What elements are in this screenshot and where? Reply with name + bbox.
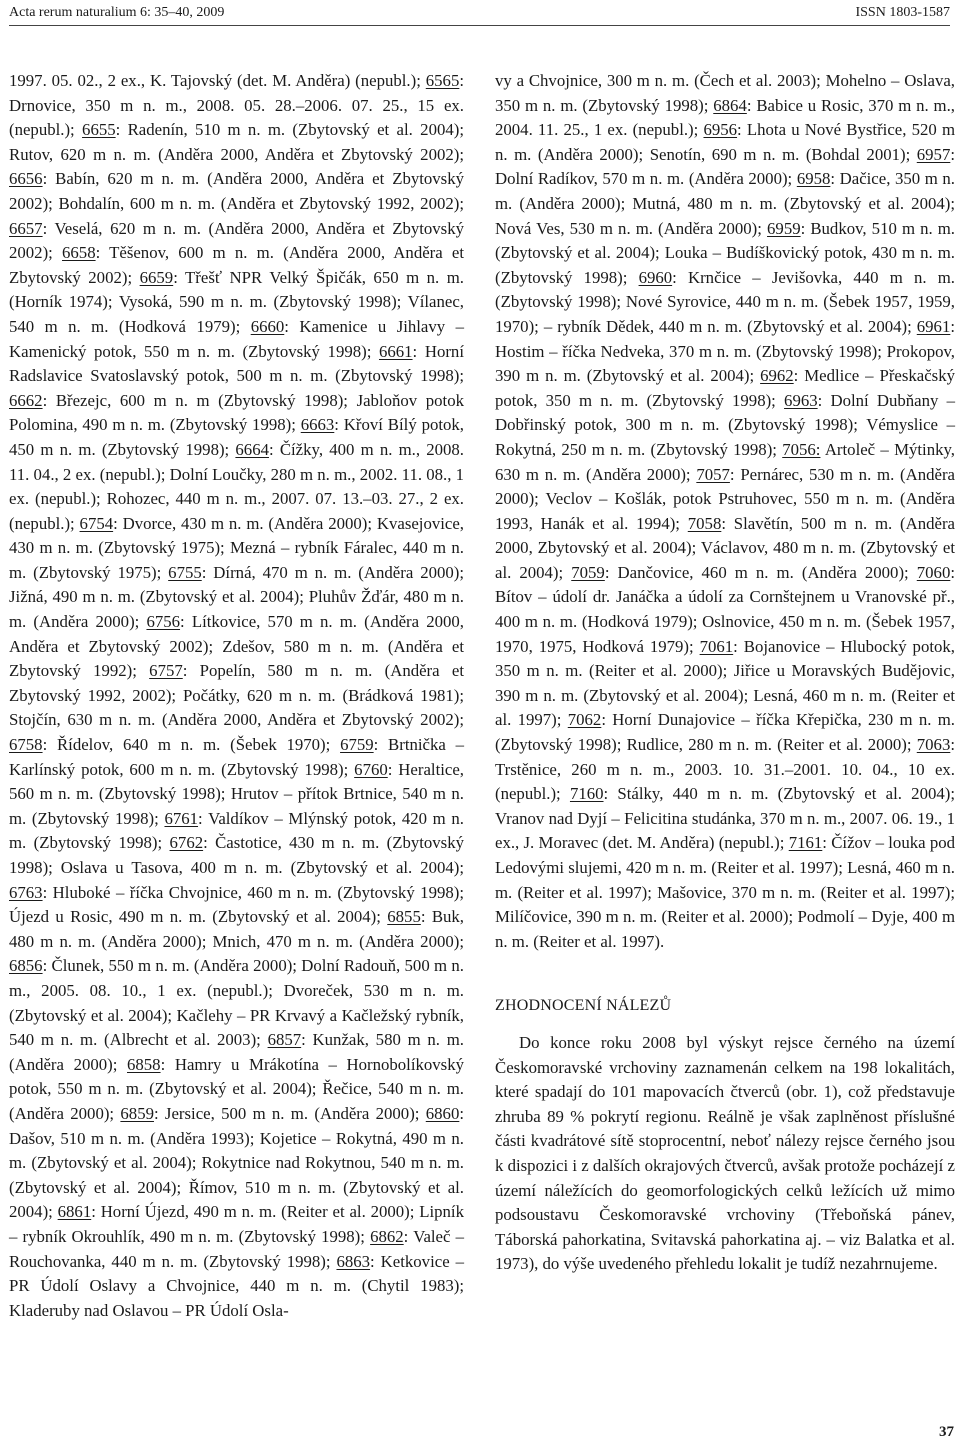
grid-square-code: 6855 bbox=[387, 907, 421, 927]
grid-square-code: 6962 bbox=[760, 366, 794, 386]
grid-square-code: 6761 bbox=[164, 808, 199, 828]
page-number: 37 bbox=[939, 1424, 954, 1440]
header-rule bbox=[9, 25, 950, 26]
grid-square-code: 6754 bbox=[79, 513, 114, 533]
grid-square-code: 6763 bbox=[9, 882, 43, 902]
grid-square-code: 7057 bbox=[696, 464, 730, 484]
grid-square-code: 6957 bbox=[916, 144, 951, 164]
grid-square-code: 6861 bbox=[57, 1202, 92, 1222]
issn: ISSN 1803-1587 bbox=[855, 5, 950, 20]
grid-square-code: 6658 bbox=[62, 243, 96, 263]
grid-square-code: 6756 bbox=[146, 612, 181, 632]
grid-square-code: 6565 bbox=[425, 71, 460, 90]
grid-square-code: 7058 bbox=[687, 513, 722, 533]
grid-square-code: 7063 bbox=[916, 735, 951, 755]
grid-square-code: 6758 bbox=[9, 735, 43, 755]
grid-square-code: 6863 bbox=[336, 1251, 371, 1271]
grid-square-code: 6659 bbox=[139, 267, 174, 287]
grid-square-code: 6956 bbox=[703, 120, 738, 140]
grid-square-code: 6959 bbox=[767, 218, 801, 238]
locality-list-left: 1997. 05. 02., 2 ex., K. Tajovský (det. M. Anděra) (nepubl.); 6565: Drnovice, 350 m n. m., 2008. 05. 28.–2006. 07. 25., 15 ex. (nepubl.); 6655: Radenín, 510 m n. m. (Zbytovský et al. 2004); Rutov, 620 m n. m. (Anděra 2000, Anděra et Zbytovský 2002); 6656: Babín, 620 m n. m. (Anděra 2000, Anděra et Zbytovský 2002); Bohdalín, 600 m n. m. (Anděra et Zbytovský 1992, 2002); 6657: Veselá, 620 m n. m. (Anděra 2000, Anděra et Zbytovský 2002); 6658: Těšenov, 600 m n. m. (Anděra 2000, Anděra et Zbytovský 2002); 6659: Třešť NPR Velký Špičák, 650 m n. m. (Horník 1974); Vysoká, 590 m n. m. (Zbytovský 1998); Vílanec, 540 m n. m. (Hodková 1979); 6660: Kamenice u Jihlavy – Kamenický potok, 550 m n. m. (Zbytovský 1998); 6661: Horní Radslavice Svatoslavský potok, 500 m n. m. (Zbytovský 1998); 6662: Březejc, 600 m n. m (Zbytovský 1998); Jabloňov potok Polomina, 490 m n. m. (Zbytovský 1998); 6663: Křoví Bílý potok, 450 m n. m. (Zbytovský 1998); 6664: Čížky, 400 m n. m., 2008. 11. 04., 2 ex. (nepubl.); Dolní Loučky, 280 m n. m., 2002. 11. 08., 1 ex. (nepubl.); Rohozec, 440 m n. m., 2007. 07. 13.–03. 27., 2 ex. (nepubl.); 6754: Dvorce, 430 m n. m. (Anděra 2000); Kvasejovice, 430 m n. m. (Zbytovský 1975); Mezná – rybník Fáralec, 440 m n. m. (Zbytovský 1975); 6755: Dírná, 470 m n. m. (Anděra 2000); Jižná, 490 m n. m. (Zbytovský et al. 2004); Pluhův Žďár, 480 m n. m. (Anděra 2000); 6756: Lítkovice, 570 m n. m. (Anděra 2000, Anděra et Zbytovský 2002); Zdešov, 580 m n. m. (Anděra et Zbytovský 1992); 6757: Popelín, 580 m n. m. (Anděra et Zbytovský 1992, 2002); Počátky, 620 m n. m. (Brádková 1981); Stojčín, 630 m n. m. (Anděra 2000, Anděra et Zbytovský 2002); 6758: Řídelov, 640 m n. m. (Šebek 1970); 6759: Brtnička – Karlínský potok, 600 m n. m. (Zbytovský 1998); 6760: Heraltice, 560 m n. m. (Zbytovský 1998); Hrutov – přítok Brtnice, 540 m n. m. (Zbytovský 1998); 6761: Valdíkov – Mlýnský potok, 420 m n. m. (Zbytovský 1998); 6762: Častotice, 430 m n. m. (Zbytovský 1998); Oslava u Tasova, 400 m n. m. (Zbytovský et al. 2004); 6763: Hluboké – říčka Chvojnice, 460 m n. m. (Zbytovský 1998); Újezd u Rosic, 490 m n. m. (Zbytovský et al. 2004); 6855: Buk, 480 m n. m. (Anděra 2000); Mnich, 470 m n. m. (Anděra 2000); 6856: Člunek, 550 m n. m. (Anděra 2000); Dolní Radouň, 500 m n. m., 2005. 08. 10., 1 ex. (nepubl.); Dvoreček, 530 m n. m. (Zbytovský et al. 2004); Kačlehy – PR Krvavý a Kačležský rybník, 540 m n. m. (Albrecht et al. 2003); 6857: Kunžak, 580 m n. m. (Anděra 2000); 6858: Hamry u Mrákotína – Hornobolíkovský potok, 550 m n. m. (Zbytovský et al. 2004); Řečice, 540 m n. m. (Anděra 2000); 6859: Jersice, 500 m n. m. (Anděra 2000); 6860: Dašov, 510 m n. m. (Anděra 1993); Kojetice – Rokytná, 490 m n. m. (Zbytovský et al. 2004); Rokytnice nad Rokytnou, 540 m n. m. (Zbytovský et al. 2004); Římov, 510 m n. m. (Zbytovský et al. 2004); 6861: Horní Újezd, 490 m n. m. (Reiter et al. 2000); Lipník – rybník Okrouhlík, 490 m n. m. (Zbytovský 1998); 6862: Valeč – Rouchovanka, 440 m n. m. (Zbytovský 1998); 6863: Ketkovice – PR Údolí Oslavy a Chvojnice, 440 m n. m. (Chytil 1983); Kladeruby nad Oslavou – PR Údolí Osla- bbox=[9, 71, 465, 1320]
grid-square-code: 7160 bbox=[569, 784, 604, 804]
grid-square-code: 7062 bbox=[567, 710, 602, 730]
grid-square-code: 6760 bbox=[354, 759, 388, 779]
journal-citation: Acta rerum naturalium 6: 35–40, 2009 bbox=[9, 5, 225, 20]
grid-square-code: 6857 bbox=[267, 1030, 302, 1050]
grid-square-code: 6755 bbox=[168, 562, 202, 582]
grid-square-code: 6656 bbox=[9, 169, 43, 189]
right-column bbox=[495, 69, 955, 1277]
running-header bbox=[9, 2, 950, 24]
grid-square-code: 6960 bbox=[638, 267, 673, 287]
grid-square-code: 6963 bbox=[784, 390, 818, 410]
grid-square-code: 7056: bbox=[782, 439, 821, 459]
grid-square-code: 6664 bbox=[235, 439, 269, 459]
grid-square-code: 6663 bbox=[300, 415, 335, 435]
grid-square-code: 6856 bbox=[9, 956, 43, 976]
grid-square-code: 6661 bbox=[378, 341, 413, 361]
grid-square-code: 7060 bbox=[916, 562, 951, 582]
grid-square-code: 6961 bbox=[916, 316, 951, 336]
grid-square-code: 6862 bbox=[370, 1226, 404, 1246]
grid-square-code: 6860 bbox=[425, 1103, 460, 1123]
grid-square-code: 6662 bbox=[9, 390, 43, 410]
locality-list-right: vy a Chvojnice, 300 m n. m. (Čech et al. 2003); Mohelno – Oslava, 350 m n. m. (Zbytovský 1998); 6864: Babice u Rosic, 370 m n. m., 2004. 11. 25., 1 ex. (nepubl.); 6956: Lhota u Nové Bystřice, 520 m n. m. (Anděra 2000); Senotín, 690 m n. m. (Bohdal 2001); 6957: Dolní Radíkov, 570 m n. m. (Anděra 2000); 6958: Dačice, 350 m n. m. (Anděra 2000); Mutná, 480 m n. m. (Zbytovský et al. 2004); Nová Ves, 530 m n. m. (Anděra 2000); 6959: Budkov, 510 m n. m. (Zbytovský et al. 2004); Louka – Budíškovický potok, 430 m n. m. (Zbytovský 1998); 6960: Krnčice – Jevišovka, 440 m n. m. (Zbytovský 1998); Nové Syrovice, 440 m n. m. (Šebek 1957, 1959, 1970); – rybník Dědek, 440 m n. m. (Zbytovský et al. 2004); 6961: Hostim – říčka Nedveka, 370 m n. m. (Zbytovský 1998); Prokopov, 390 m n. m. (Zbytovský et al. 2004); 6962: Medlice – Přeskačský potok, 350 m n. m. (Zbytovský 1998); 6963: Dolní Dubňany – Dobřinský potok, 300 m n. m. (Zbytovský 1998); Vémyslice – Rokytná, 250 m n. m. (Zbytovský 1998); 7056: Artoleč – Mýtinky, 630 m n. m. (Anděra 2000); 7057: Pernárec, 530 m n. m. (Anděra 2000); Veclov – Košlák, potok Pstruhovec, 550 m n. m. (Anděra 1993, Hanák et al. 1994); 7058: Slavětín, 500 m n. m. (Anděra 2000, Zbytovský et al. 2004); Václavov, 480 m n. m. (Zbytovský et al. 2004); 7059: Dančovice, 460 m n. m. (Anděra 2000); 7060: Bítov – údolí dr. Janáčka a údolí za Cornštejnem u Vranovské př., 400 m n. m. (Hodková 1979); Oslnovice, 450 m n. m. (Šebek 1957, 1970, 1975, Hodková 1979); 7061: Bojanovice – Hlubocký potok, 350 m n. m. (Reiter et al. 2000); Jiřice u Moravských Budějovic, 390 m n. m. (Zbytovský et al. 2004); Lesná, 460 m n. m. (Reiter et al. 1997); 7062: Horní Dunajovice – říčka Křepička, 230 m n. m. (Zbytovský 1998); Rudlice, 280 m n. m. (Reiter et al. 2000); 7063: Trstěnice, 260 m n. m., 2003. 10. 31.–2001. 10. 04., 10 ex. (nepubl.); 7160: Stálky, 440 m n. m. (Zbytovský et al. 2004); Vranov nad Dyjí – Felicitina studánka, 370 m n. m., 2007. 06. 19., 1 ex., J. Moravec (det. M. Anděra) (nepubl.); 7161: Čížov – louka pod Ledovými slujemi, 420 m n. m. (Reiter et al. 1997); Lesná, 460 m n. m. (Reiter et al. 1997); Mašovice, 370 m n. m. (Reiter et al. 1997); Milíčovice, 390 m n. m. (Reiter et al. 2000); Podmolí – Dyje, 400 m n. m. (Reiter et al. 1997). bbox=[495, 71, 956, 951]
grid-square-code: 6657 bbox=[9, 218, 43, 238]
grid-square-code: 6757 bbox=[149, 661, 183, 681]
body-paragraph: Do konce roku 2008 byl výskyt rejsce černého na území Českomoravské vrchoviny zaznamenán celkem na 198 lokalitách, které spadají do 101 mapovacích čtverců (obr. 1), což představuje zhruba 89 % pokrytí regionu. Reálně je však zaplněnost příslušné části kvadrátové sítě stoprocentní, neboť nálezy rejsce černého jsou k dispozici i z dalších okrajových čtverců, avšak protože pocházejí z území náležících do geomorfologických celků ležících už mimo podsoustavu Českomoravské vrchoviny (Třeboňská pánev, Táborská pahorkatina, Svitavská pahorkatina aj. – viz Balatka et al. 1973), do výše uvedeného přehledu lokalit je tudíž nezahrnujeme. bbox=[495, 1032, 955, 1274]
grid-square-code: 6858 bbox=[127, 1054, 161, 1074]
left-column bbox=[9, 69, 464, 1323]
grid-square-code: 7161 bbox=[788, 833, 823, 853]
grid-square-code: 6859 bbox=[120, 1103, 154, 1123]
grid-square-code: 6762 bbox=[169, 833, 204, 853]
grid-square-code: 6660 bbox=[250, 316, 285, 336]
grid-square-code: 6864 bbox=[713, 95, 747, 115]
grid-square-code: 7061 bbox=[699, 636, 734, 656]
grid-square-code: 7059 bbox=[571, 562, 605, 582]
grid-square-code: 6759 bbox=[340, 735, 374, 755]
section-heading: ZHODNOCENÍ NÁLEZŮ bbox=[495, 997, 672, 1015]
grid-square-code: 6958 bbox=[796, 169, 831, 189]
grid-square-code: 6655 bbox=[82, 120, 116, 140]
